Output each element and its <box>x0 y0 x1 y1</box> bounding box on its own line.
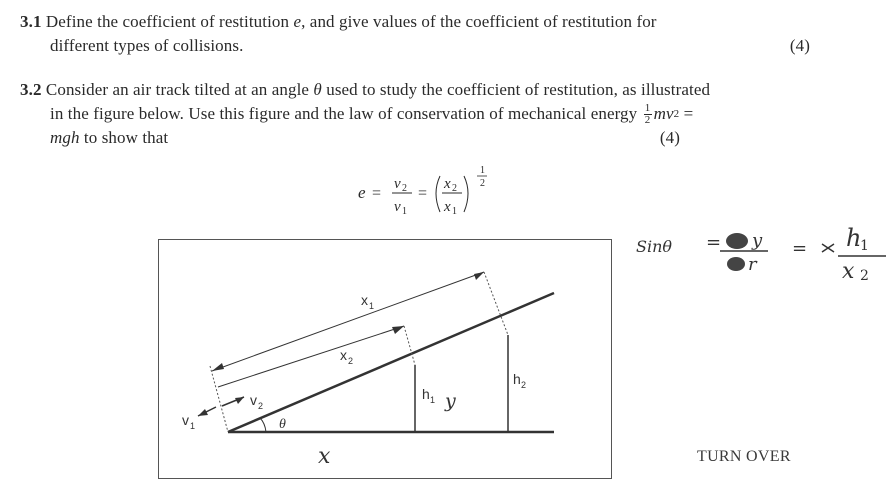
v1-sub: 1 <box>190 421 196 431</box>
air-track-figure <box>158 239 612 479</box>
handwritten-note <box>620 222 888 282</box>
var-e: e <box>293 12 302 31</box>
handwritten-denominator: r <box>748 254 757 275</box>
formula-exp-num: 1 <box>480 165 485 176</box>
formula-x1-sub: 1 <box>452 206 457 217</box>
guide-dotted <box>210 366 228 432</box>
formula-v1-sub: 1 <box>402 206 407 217</box>
var-theta: θ <box>313 80 322 99</box>
handwritten-h1-sub: 1 <box>860 238 869 254</box>
formula-x1: x <box>444 199 451 215</box>
handwritten-y: y <box>445 390 456 412</box>
question-3-1-line1 <box>20 10 810 34</box>
handwritten-x2-sub: 2 <box>860 268 869 282</box>
h1-sub: 1 <box>430 395 436 405</box>
energy-lhs: mv <box>653 104 674 123</box>
question-3-1-line2 <box>20 34 810 58</box>
formula-left-paren <box>436 176 440 212</box>
h2-label: h <box>513 371 521 387</box>
restitution-formula <box>356 162 506 226</box>
handwritten-x: x <box>318 444 331 469</box>
figure-frame <box>159 240 612 479</box>
scribble-mark <box>726 233 748 249</box>
handwritten-h1: h <box>846 224 862 252</box>
question-text: Consider an air track tilted at an angle <box>41 80 314 99</box>
question-text: in the figure below. Use this figure and the law of conservation of mechanical energy <box>50 104 642 123</box>
formula-v1: v <box>394 199 401 215</box>
x1-arrowhead <box>474 272 484 280</box>
h1-label: h <box>422 386 430 402</box>
formula-exp-den: 2 <box>480 178 485 189</box>
handwritten-x2: x <box>842 259 855 282</box>
formula-e: e <box>358 183 366 202</box>
formula-equals: = <box>372 185 382 202</box>
theta-label: θ <box>279 417 286 432</box>
marks-label: (4) <box>789 36 810 55</box>
h2-sub: 2 <box>521 380 527 390</box>
handwritten-equals: = <box>706 232 722 253</box>
formula-right-paren <box>464 176 468 212</box>
half-fraction <box>644 103 652 126</box>
fraction-denominator: 2 <box>644 113 651 126</box>
formula-x2-sub: 2 <box>452 183 457 194</box>
energy-rhs: mgh <box>50 128 80 147</box>
guide-dotted <box>404 326 415 365</box>
v1-arrowhead <box>198 409 208 416</box>
formula-x2: x <box>444 176 451 192</box>
question-number: 3.1 <box>20 12 42 31</box>
question-text: , and give values of the coefficient of restitution for <box>301 12 657 31</box>
theta-arc <box>260 418 266 432</box>
question-text: used to study the coefficient of restitution, as illustrated <box>321 80 711 99</box>
energy-exponent: 2 <box>673 108 680 120</box>
scribble-mark <box>727 257 745 271</box>
v2-label: v <box>250 392 257 408</box>
x1-arrowhead <box>212 363 224 371</box>
formula-equals: = <box>418 185 428 202</box>
question-text: Define the coefficient of restitution <box>41 12 294 31</box>
formula-v2-sub: 2 <box>402 183 407 194</box>
question-3-2-line1 <box>20 78 810 102</box>
x1-label: x <box>361 292 368 308</box>
handwritten-equals: = <box>792 238 808 259</box>
energy-equals: = <box>679 104 694 123</box>
question-3-2-line2 <box>20 102 810 126</box>
x1-sub: 1 <box>369 301 375 311</box>
guide-dotted <box>484 272 508 335</box>
question-text: different types of collisions. <box>50 36 244 55</box>
question-text: to show that <box>79 128 169 147</box>
question-3-2 <box>20 78 810 150</box>
handwritten-sin-theta: Sinθ <box>636 237 673 256</box>
v1-label: v <box>182 412 189 428</box>
question-3-1 <box>20 10 810 58</box>
x2-arrowhead <box>392 326 404 334</box>
turn-over-label: TURN OVER <box>697 448 791 465</box>
marks-label: (4) <box>659 128 680 147</box>
crossed-out-mark <box>822 244 834 252</box>
question-3-2-line3 <box>20 126 680 150</box>
v2-arrowhead <box>235 397 244 404</box>
v2-sub: 2 <box>258 401 264 411</box>
question-number: 3.2 <box>20 80 42 99</box>
fraction-numerator: 1 <box>644 101 651 114</box>
x2-sub: 2 <box>348 356 354 366</box>
formula-v2: v <box>394 176 401 192</box>
incline-track <box>228 293 554 432</box>
x2-label: x <box>340 347 347 363</box>
handwritten-numerator: y <box>752 230 763 251</box>
